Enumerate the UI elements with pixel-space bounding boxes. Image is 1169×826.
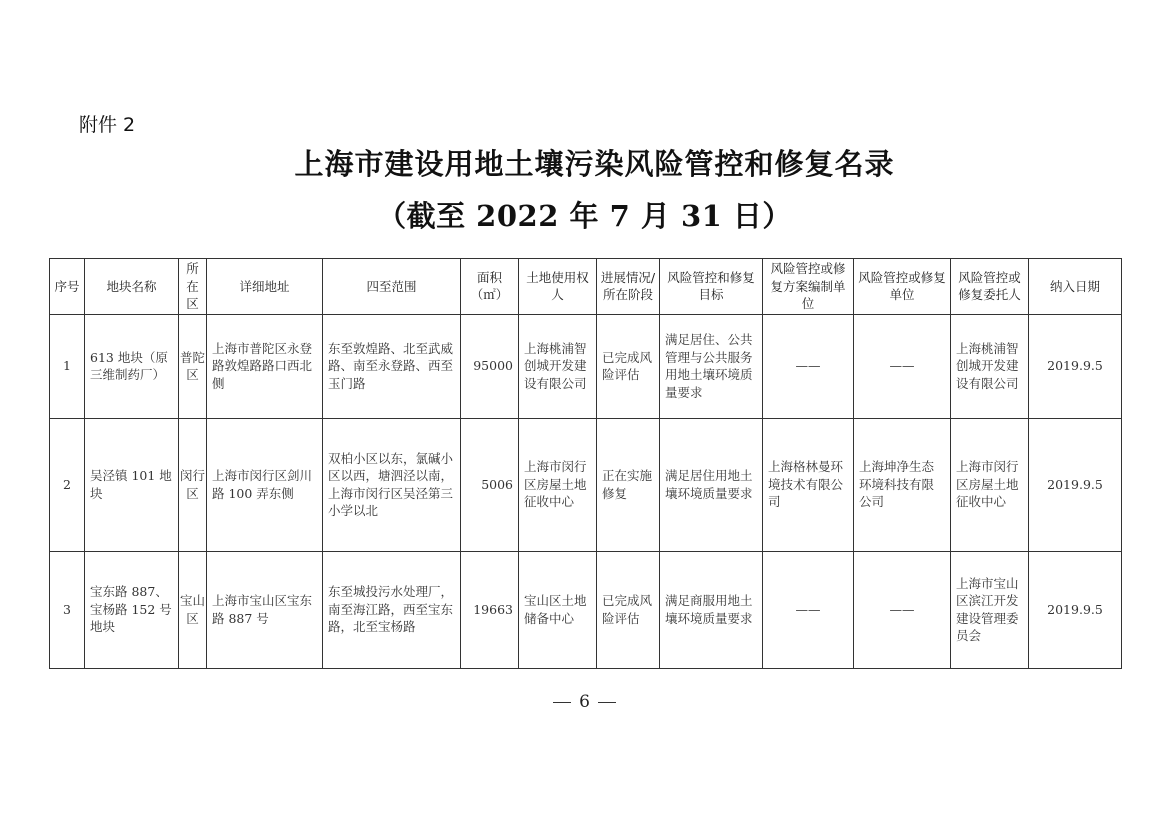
cell-plot-name: 宝东路 887、宝杨路 152 号地块 (85, 551, 179, 668)
cell-remediation-unit: —— (854, 551, 951, 668)
footer-dash-left (553, 702, 571, 703)
page-footer (0, 692, 1169, 712)
attachment-label: 附件 2 (79, 114, 136, 136)
cell-date: 2019.9.5 (1029, 314, 1122, 418)
cell-land-user: 上海市闵行区房屋土地征收中心 (519, 418, 597, 551)
cell-plot-name: 613 地块（原三维制药厂） (85, 314, 179, 418)
footer-dash-right (598, 702, 616, 703)
cell-target: 满足商服用地土壤环境质量要求 (660, 551, 763, 668)
cell-plan-unit: —— (763, 314, 854, 418)
header-target: 风险管控和修复目标 (660, 259, 763, 315)
document-title: 上海市建设用地土壤污染风险管控和修复名录 (294, 147, 895, 181)
header-land-user: 土地使用权人 (519, 259, 597, 315)
cell-boundaries: 东至城投污水处理厂，南至海江路，西至宝东路，北至宝杨路 (323, 551, 461, 668)
cell-address: 上海市普陀区永登路敦煌路路口西北侧 (207, 314, 323, 418)
cell-boundaries: 双柏小区以东，氯碱小区以西，塘泗泾以南，上海市闵行区吴泾第三小学以北 (323, 418, 461, 551)
header-plan-unit: 风险管控或修复方案编制单位 (763, 259, 854, 315)
cell-area: 95000 (461, 314, 519, 418)
cell-address: 上海市闵行区剑川路 100 弄东侧 (207, 418, 323, 551)
cell-date: 2019.9.5 (1029, 551, 1122, 668)
cell-address: 上海市宝山区宝东路 887 号 (207, 551, 323, 668)
header-progress: 进展情况/所在阶段 (597, 259, 660, 315)
cell-plan-unit: —— (763, 551, 854, 668)
table-row (50, 314, 1122, 418)
cell-district: 闵行区 (179, 418, 207, 551)
header-boundaries: 四至范围 (323, 259, 461, 315)
header-address: 详细地址 (207, 259, 323, 315)
header-area: 面积（㎡） (461, 259, 519, 315)
cell-target: 满足居住、公共管理与公共服务用地土壤环境质量要求 (660, 314, 763, 418)
cell-district: 普陀区 (179, 314, 207, 418)
cell-client: 上海市宝山区滨江开发建设管理委员会 (951, 551, 1029, 668)
table-row (50, 418, 1122, 551)
table-header-row (50, 259, 1122, 315)
cell-client: 上海桃浦智创城开发建设有限公司 (951, 314, 1029, 418)
cell-area: 19663 (461, 551, 519, 668)
header-plot-name: 地块名称 (85, 259, 179, 315)
header-index: 序号 (50, 259, 85, 315)
header-client: 风险管控或修复委托人 (951, 259, 1029, 315)
cell-plot-name: 吴泾镇 101 地块 (85, 418, 179, 551)
header-remediation-unit: 风险管控或修复单位 (854, 259, 951, 315)
cell-remediation-unit: —— (854, 314, 951, 418)
cell-area: 5006 (461, 418, 519, 551)
cell-boundaries: 东至敦煌路、北至武威路、南至永登路、西至玉门路 (323, 314, 461, 418)
cell-index: 3 (50, 551, 85, 668)
remediation-roster-table (49, 258, 1122, 669)
cell-district: 宝山区 (179, 551, 207, 668)
cell-plan-unit: 上海格林曼环境技术有限公司 (763, 418, 854, 551)
cell-remediation-unit: 上海坤净生态环境科技有限公司 (854, 418, 951, 551)
page-number: 6 (579, 692, 590, 712)
cell-target: 满足居住用地土壤环境质量要求 (660, 418, 763, 551)
cell-land-user: 宝山区土地储备中心 (519, 551, 597, 668)
cell-progress: 已完成风险评估 (597, 314, 660, 418)
cell-progress: 已完成风险评估 (597, 551, 660, 668)
cell-index: 2 (50, 418, 85, 551)
cell-progress: 正在实施修复 (597, 418, 660, 551)
header-district: 所在区 (179, 259, 207, 315)
document-subtitle: （截至 2022 年 7 月 31 日） (377, 199, 792, 233)
cell-index: 1 (50, 314, 85, 418)
table-row (50, 551, 1122, 668)
cell-land-user: 上海桃浦智创城开发建设有限公司 (519, 314, 597, 418)
cell-date: 2019.9.5 (1029, 418, 1122, 551)
cell-client: 上海市闵行区房屋土地征收中心 (951, 418, 1029, 551)
header-date: 纳入日期 (1029, 259, 1122, 315)
